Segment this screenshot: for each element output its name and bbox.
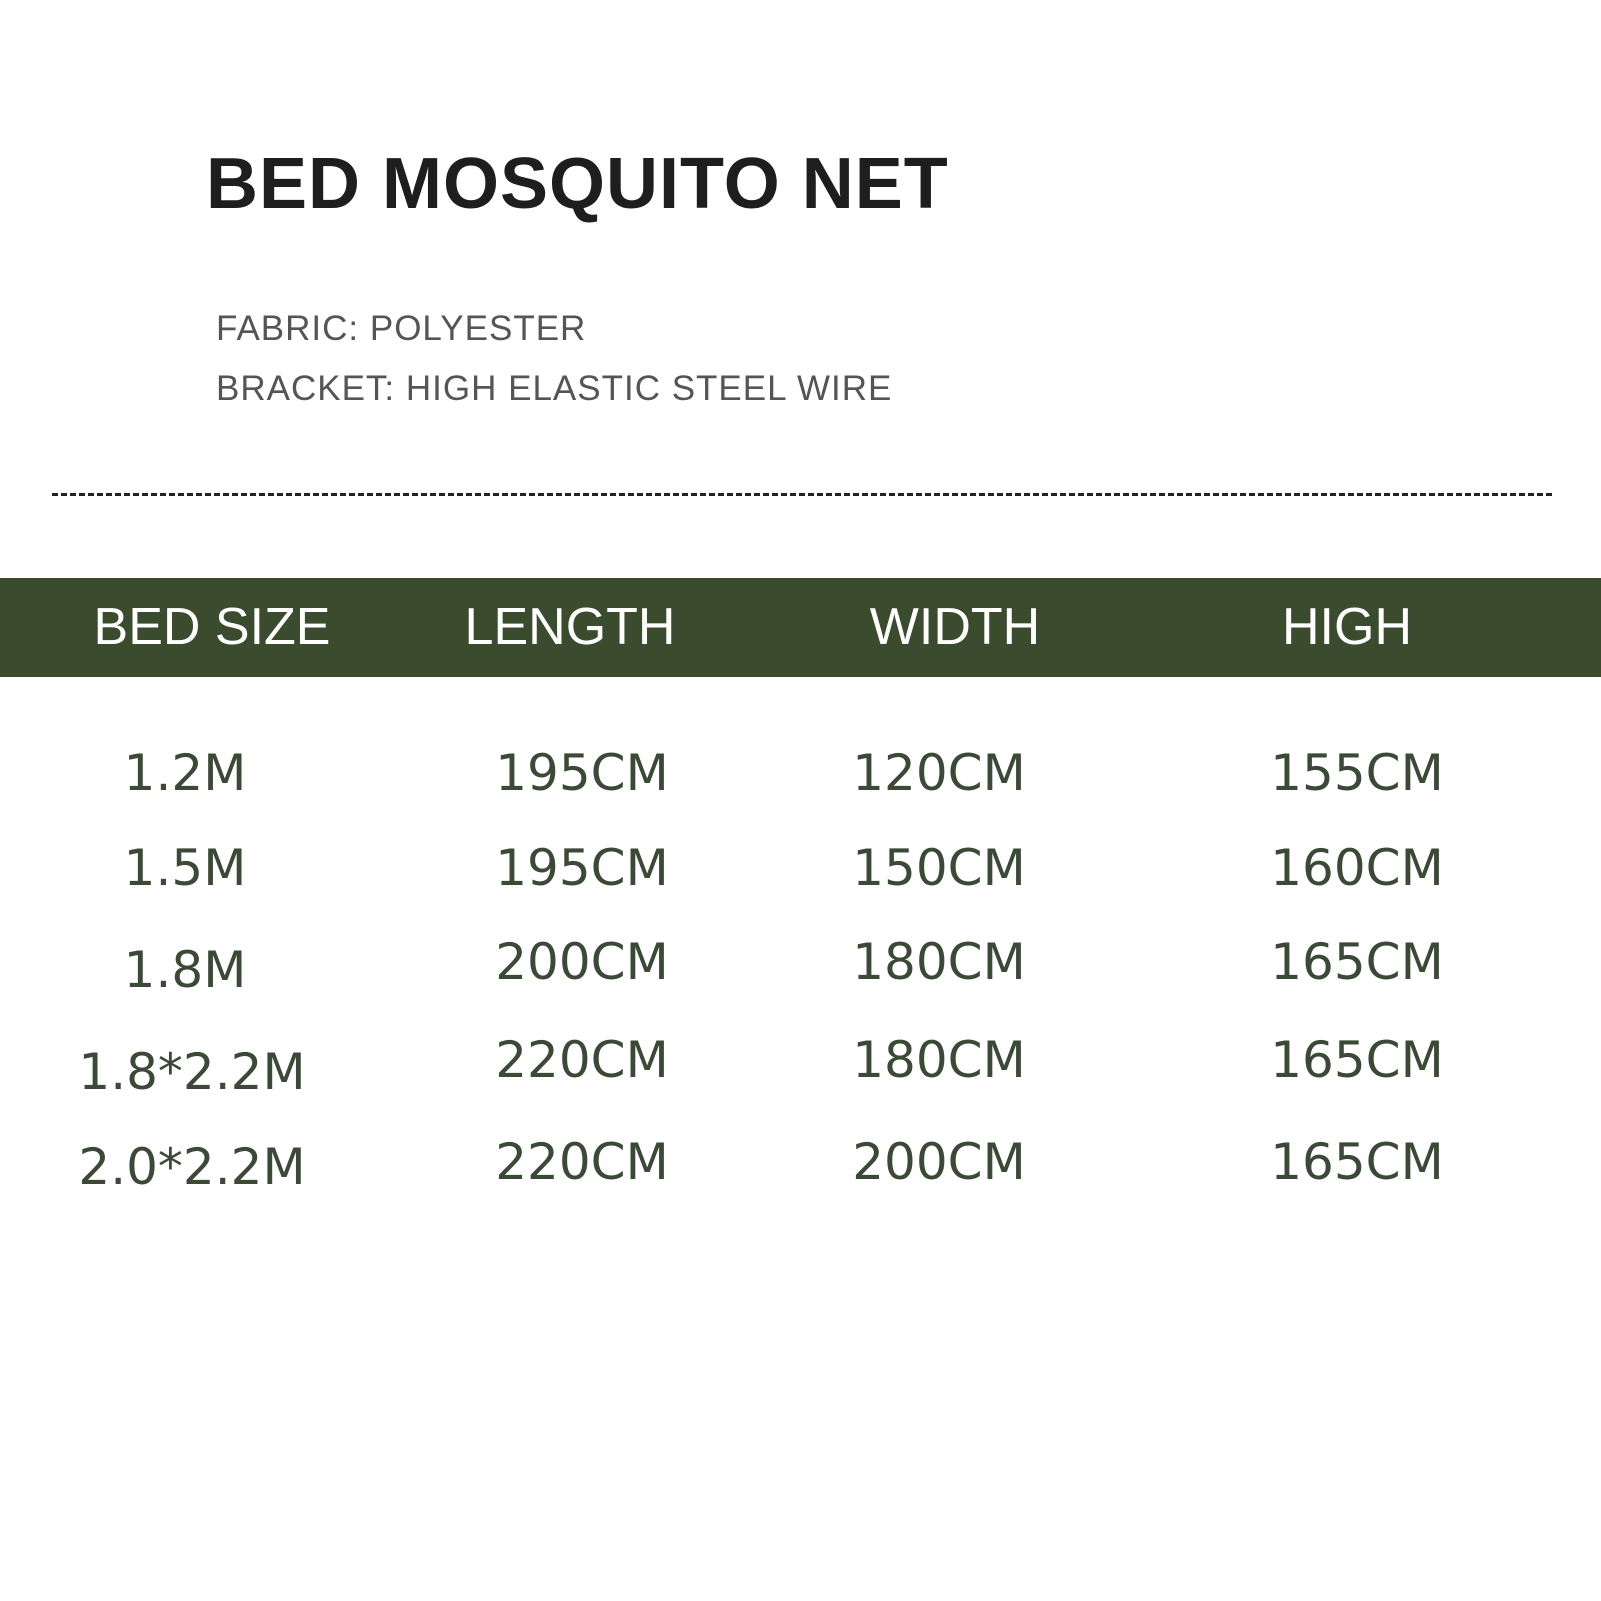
page-title: BED MOSQUITO NET xyxy=(206,144,949,224)
high-cell: 165CM xyxy=(1270,1133,1444,1191)
length-cell: 195CM xyxy=(495,744,669,802)
high-cell: 160CM xyxy=(1270,839,1444,897)
length-cell: 220CM xyxy=(495,1133,669,1191)
bracket-spec: BRACKET: HIGH ELASTIC STEEL WIRE xyxy=(216,369,893,408)
width-cell: 180CM xyxy=(852,933,1026,991)
length-cell: 195CM xyxy=(495,839,669,897)
fabric-spec: FABRIC: POLYESTER xyxy=(216,309,587,348)
bed-size-cell: 1.8M xyxy=(123,941,247,999)
width-cell: 180CM xyxy=(852,1031,1026,1089)
high-cell: 155CM xyxy=(1270,744,1444,802)
high-cell: 165CM xyxy=(1270,1031,1444,1089)
header-length: LENGTH xyxy=(464,598,676,656)
header-high: HIGH xyxy=(1282,598,1412,656)
bed-size-cell: 1.5M xyxy=(123,839,247,897)
header-width: WIDTH xyxy=(869,598,1041,656)
length-cell: 220CM xyxy=(495,1031,669,1089)
bed-size-cell: 1.8*2.2M xyxy=(78,1043,306,1101)
width-cell: 200CM xyxy=(852,1133,1026,1191)
bed-size-cell: 1.2M xyxy=(123,744,247,802)
bed-size-cell: 2.0*2.2M xyxy=(78,1138,306,1196)
high-cell: 165CM xyxy=(1270,933,1444,991)
length-cell: 200CM xyxy=(495,933,669,991)
width-cell: 150CM xyxy=(852,839,1026,897)
header-bed-size: BED SIZE xyxy=(93,598,331,656)
table-header xyxy=(0,578,1601,677)
dashed-divider xyxy=(52,493,1552,496)
width-cell: 120CM xyxy=(852,744,1026,802)
